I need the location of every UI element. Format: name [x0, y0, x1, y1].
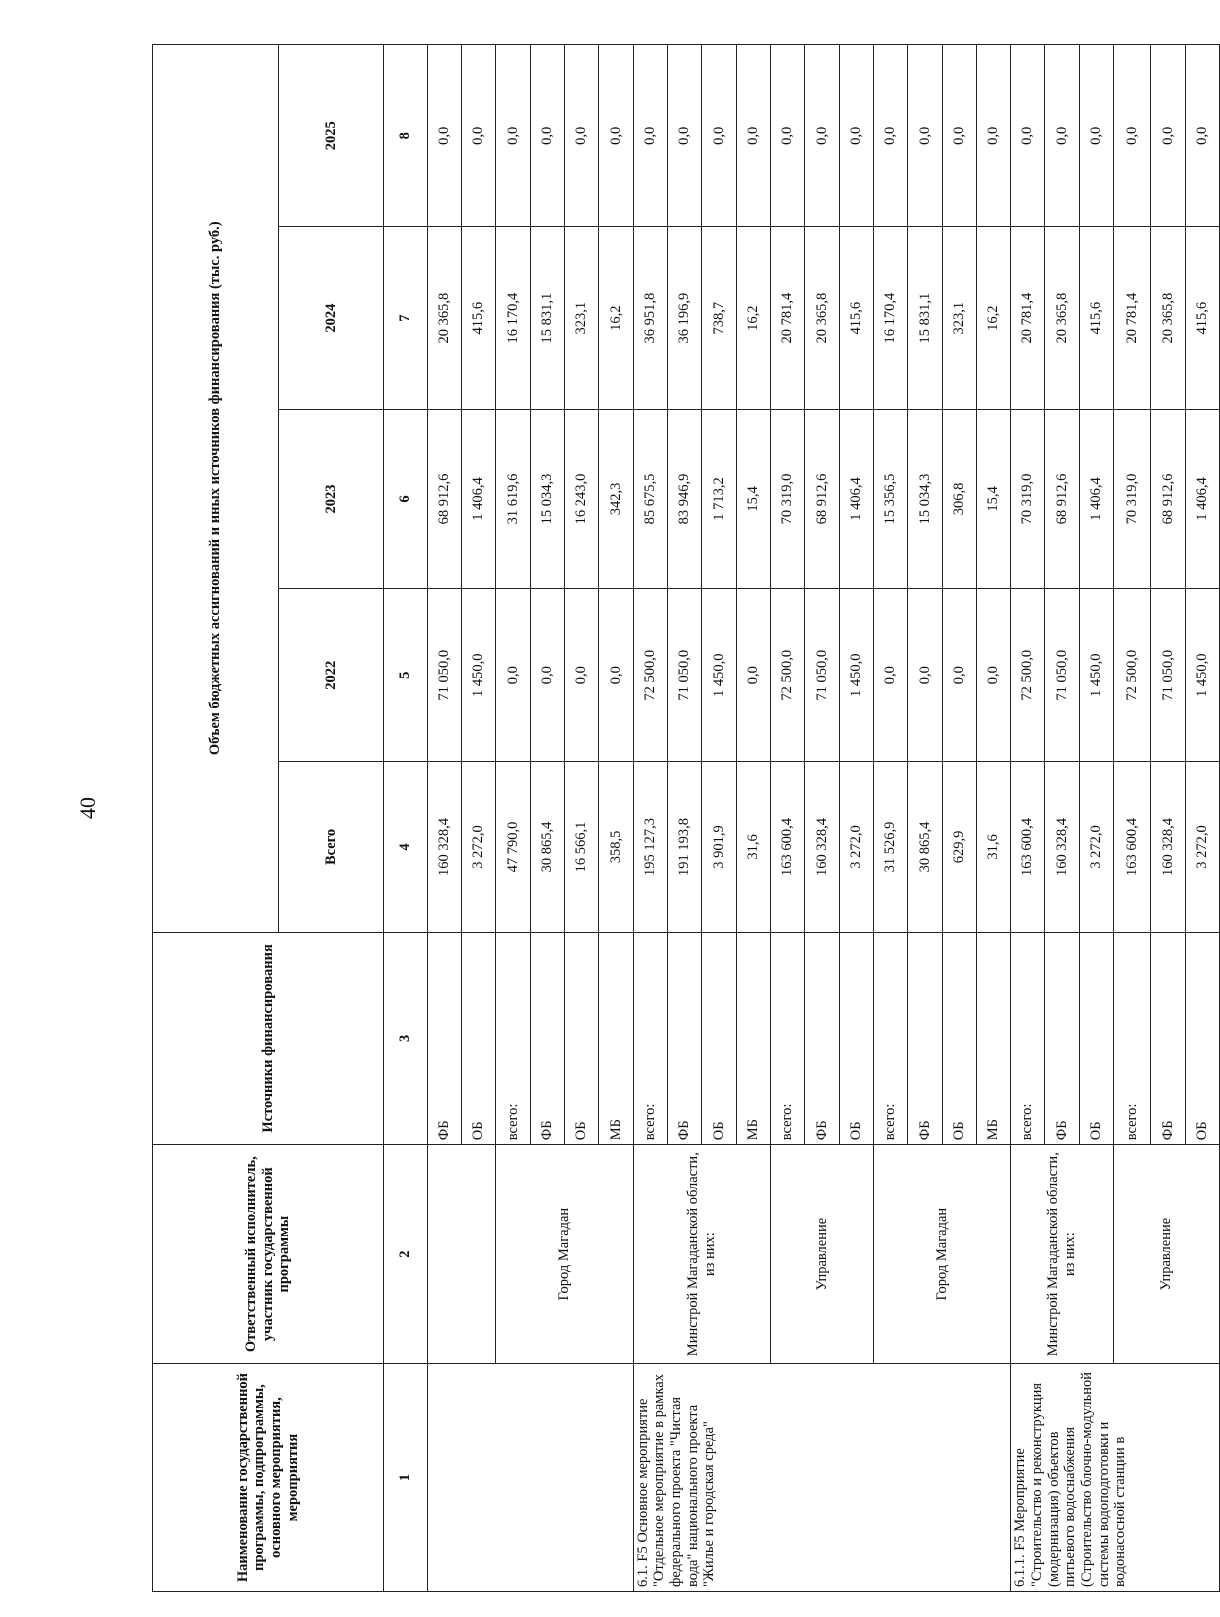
amount-cell: 15 831,1 [530, 227, 564, 409]
amount-cell: 72 500,0 [633, 589, 667, 762]
amount-cell: 738,7 [702, 227, 736, 409]
header-year-2022: 2022 [279, 589, 384, 762]
column-index: 7 [384, 227, 428, 409]
amount-cell: 323,1 [942, 227, 976, 409]
header-year-2024: 2024 [279, 227, 384, 409]
amount-cell: 20 365,8 [1045, 227, 1079, 409]
amount-cell: 20 781,4 [1114, 227, 1151, 409]
funding-source-cell: ФБ [908, 932, 942, 1145]
amount-cell: 71 050,0 [1151, 589, 1185, 762]
amount-cell: 0,0 [736, 589, 770, 762]
amount-cell: 0,0 [976, 45, 1010, 227]
amount-cell: 160 328,4 [427, 762, 461, 932]
column-index: 3 [384, 932, 428, 1145]
amount-cell: 31 619,6 [496, 409, 530, 588]
amount-cell: 1 450,0 [839, 589, 873, 762]
amount-cell: 3 272,0 [462, 762, 496, 932]
amount-cell: 72 500,0 [1011, 589, 1045, 762]
measure-name-cell [427, 1364, 633, 1592]
executor-cell: Управление [770, 1145, 873, 1364]
amount-cell: 629,9 [942, 762, 976, 932]
amount-cell: 163 600,4 [1011, 762, 1045, 932]
amount-cell: 415,6 [839, 227, 873, 409]
amount-cell: 0,0 [462, 45, 496, 227]
rotated-table-wrapper [152, 44, 1220, 1592]
funding-source-cell: МБ [599, 932, 633, 1145]
amount-cell: 0,0 [805, 45, 839, 227]
amount-cell: 3 272,0 [839, 762, 873, 932]
amount-cell: 71 050,0 [805, 589, 839, 762]
amount-cell: 415,6 [1079, 227, 1113, 409]
funding-source-cell: всего: [633, 932, 667, 1145]
page-number: 40 [75, 797, 100, 819]
amount-cell: 0,0 [942, 45, 976, 227]
amount-cell: 0,0 [1185, 45, 1219, 227]
amount-cell: 0,0 [1045, 45, 1079, 227]
amount-cell: 70 319,0 [1114, 409, 1151, 588]
amount-cell: 195 127,3 [633, 762, 667, 932]
funding-source-cell: ОБ [1185, 932, 1219, 1145]
amount-cell: 160 328,4 [805, 762, 839, 932]
amount-cell: 1 406,4 [462, 409, 496, 588]
amount-cell: 31 526,9 [873, 762, 907, 932]
column-index: 4 [384, 762, 428, 932]
amount-cell: 0,0 [565, 45, 599, 227]
amount-cell: 1 450,0 [462, 589, 496, 762]
funding-source-cell: ФБ [668, 932, 702, 1145]
amount-cell: 47 790,0 [496, 762, 530, 932]
amount-cell: 0,0 [530, 589, 564, 762]
amount-cell: 0,0 [599, 589, 633, 762]
column-index: 1 [384, 1364, 428, 1592]
funding-source-cell: ОБ [462, 932, 496, 1145]
amount-cell: 70 319,0 [1011, 409, 1045, 588]
amount-cell: 0,0 [942, 589, 976, 762]
amount-cell: 36 196,9 [668, 227, 702, 409]
header-volume: Объем бюджетных ассигнований и иных источников финансирования (тыс. руб.) [153, 45, 279, 933]
funding-source-cell: ОБ [565, 932, 599, 1145]
amount-cell: 0,0 [496, 589, 530, 762]
amount-cell: 20 781,4 [770, 227, 804, 409]
amount-cell: 0,0 [427, 45, 461, 227]
amount-cell: 0,0 [736, 45, 770, 227]
amount-cell: 16 566,1 [565, 762, 599, 932]
table-row [496, 45, 530, 1592]
amount-cell: 0,0 [530, 45, 564, 227]
funding-source-cell: ФБ [1151, 932, 1185, 1145]
amount-cell: 16 170,4 [873, 227, 907, 409]
amount-cell: 1 450,0 [1079, 589, 1113, 762]
amount-cell: 68 912,6 [1045, 409, 1079, 588]
funding-source-cell: ОБ [839, 932, 873, 1145]
amount-cell: 16,2 [976, 227, 1010, 409]
amount-cell: 358,5 [599, 762, 633, 932]
amount-cell: 0,0 [1114, 45, 1151, 227]
amount-cell: 1 406,4 [839, 409, 873, 588]
table-row [873, 45, 907, 1592]
amount-cell: 323,1 [565, 227, 599, 409]
funding-source-cell: ФБ [1045, 932, 1079, 1145]
amount-cell: 16 170,4 [496, 227, 530, 409]
amount-cell: 85 675,5 [633, 409, 667, 588]
amount-cell: 415,6 [462, 227, 496, 409]
amount-cell: 0,0 [908, 589, 942, 762]
amount-cell: 72 500,0 [1114, 589, 1151, 762]
amount-cell: 36 951,8 [633, 227, 667, 409]
funding-source-cell: ФБ [805, 932, 839, 1145]
header-executor: Ответственный исполнитель, участник государственной программы [153, 1145, 384, 1364]
amount-cell: 16,2 [599, 227, 633, 409]
column-index: 6 [384, 409, 428, 588]
table-row [1114, 45, 1151, 1592]
amount-cell: 0,0 [976, 589, 1010, 762]
amount-cell: 20 781,4 [1011, 227, 1045, 409]
amount-cell: 0,0 [633, 45, 667, 227]
amount-cell: 1 406,4 [1185, 409, 1219, 588]
amount-cell: 70 319,0 [770, 409, 804, 588]
funding-source-cell: всего: [1011, 932, 1045, 1145]
amount-cell: 68 912,6 [1151, 409, 1185, 588]
amount-cell: 0,0 [839, 45, 873, 227]
amount-cell: 3 272,0 [1079, 762, 1113, 932]
table-row [427, 45, 461, 1592]
executor-cell: Минстрой Магаданской области, из них: [1011, 1145, 1114, 1364]
amount-cell: 1 713,2 [702, 409, 736, 588]
funding-source-cell: всего: [496, 932, 530, 1145]
amount-cell: 0,0 [873, 589, 907, 762]
amount-cell: 30 865,4 [908, 762, 942, 932]
amount-cell: 16,2 [736, 227, 770, 409]
funding-source-cell: всего: [1114, 932, 1151, 1145]
executor-cell: Управление [1114, 1145, 1220, 1364]
amount-cell: 20 365,8 [805, 227, 839, 409]
amount-cell: 68 912,6 [805, 409, 839, 588]
funding-source-cell: ФБ [427, 932, 461, 1145]
funding-source-cell: МБ [976, 932, 1010, 1145]
amount-cell: 72 500,0 [770, 589, 804, 762]
funding-source-cell: ФБ [530, 932, 564, 1145]
funding-source-cell: ОБ [942, 932, 976, 1145]
header-year-2025: 2025 [279, 45, 384, 227]
amount-cell: 71 050,0 [668, 589, 702, 762]
amount-cell: 1 406,4 [1079, 409, 1113, 588]
amount-cell: 31,6 [736, 762, 770, 932]
amount-cell: 0,0 [770, 45, 804, 227]
amount-cell: 20 365,8 [1151, 227, 1185, 409]
funding-source-cell: всего: [873, 932, 907, 1145]
executor-cell [427, 1145, 496, 1364]
amount-cell: 1 450,0 [702, 589, 736, 762]
amount-cell: 0,0 [1011, 45, 1045, 227]
header-name: Наименование государственной программы, подпрограммы, основного мероприятия, мероприятия [153, 1364, 384, 1592]
amount-cell: 191 193,8 [668, 762, 702, 932]
amount-cell: 15 034,3 [908, 409, 942, 588]
amount-cell: 83 946,9 [668, 409, 702, 588]
table-body [427, 45, 1219, 1592]
amount-cell: 15 356,5 [873, 409, 907, 588]
amount-cell: 0,0 [599, 45, 633, 227]
funding-source-cell: ОБ [702, 932, 736, 1145]
column-index: 2 [384, 1145, 428, 1364]
amount-cell: 1 450,0 [1185, 589, 1219, 762]
amount-cell: 342,3 [599, 409, 633, 588]
column-index: 5 [384, 589, 428, 762]
amount-cell: 68 912,6 [427, 409, 461, 588]
funding-source-cell: МБ [736, 932, 770, 1145]
amount-cell: 0,0 [1151, 45, 1185, 227]
amount-cell: 71 050,0 [1045, 589, 1079, 762]
amount-cell: 0,0 [702, 45, 736, 227]
executor-cell: Город Магадан [873, 1145, 1010, 1364]
amount-cell: 3 272,0 [1185, 762, 1219, 932]
amount-cell: 15 831,1 [908, 227, 942, 409]
table-row [770, 45, 804, 1592]
amount-cell: 3 901,9 [702, 762, 736, 932]
funding-source-cell: ОБ [1079, 932, 1113, 1145]
amount-cell: 0,0 [668, 45, 702, 227]
amount-cell: 306,8 [942, 409, 976, 588]
amount-cell: 30 865,4 [530, 762, 564, 932]
amount-cell: 0,0 [496, 45, 530, 227]
amount-cell: 15 034,3 [530, 409, 564, 588]
amount-cell: 415,6 [1185, 227, 1219, 409]
header-year-total: Всего [279, 762, 384, 932]
amount-cell: 163 600,4 [1114, 762, 1151, 932]
amount-cell: 0,0 [873, 45, 907, 227]
amount-cell: 15,4 [976, 409, 1010, 588]
executor-cell: Минстрой Магаданской области, из них: [633, 1145, 770, 1364]
amount-cell: 0,0 [908, 45, 942, 227]
amount-cell: 31,6 [976, 762, 1010, 932]
header-source: Источники финансирования [153, 932, 384, 1145]
amount-cell: 0,0 [565, 589, 599, 762]
amount-cell: 15,4 [736, 409, 770, 588]
table-row [1011, 45, 1045, 1592]
table-row [633, 45, 667, 1592]
amount-cell: 20 365,8 [427, 227, 461, 409]
amount-cell: 160 328,4 [1045, 762, 1079, 932]
amount-cell: 0,0 [1079, 45, 1113, 227]
amount-cell: 71 050,0 [427, 589, 461, 762]
budget-table [152, 44, 1220, 1592]
funding-source-cell: всего: [770, 932, 804, 1145]
executor-cell: Город Магадан [496, 1145, 633, 1364]
column-index: 8 [384, 45, 428, 227]
measure-name-cell: 6.1.1. F5 Мероприятие "Строительство и реконструкция (модернизация) объектов питьевого водоснабжения (Строительство блочно-модульной системы водоподготовки и водонасосной станции в [1011, 1364, 1220, 1592]
amount-cell: 160 328,4 [1151, 762, 1185, 932]
header-year-2023: 2023 [279, 409, 384, 588]
amount-cell: 163 600,4 [770, 762, 804, 932]
measure-name-cell: 6.1. F5 Основное мероприятие "Отдельное мероприятие в рамках федерального проекта "Чистая вода" национального проекта "Жилье и городская среда" [633, 1364, 1010, 1592]
amount-cell: 16 243,0 [565, 409, 599, 588]
